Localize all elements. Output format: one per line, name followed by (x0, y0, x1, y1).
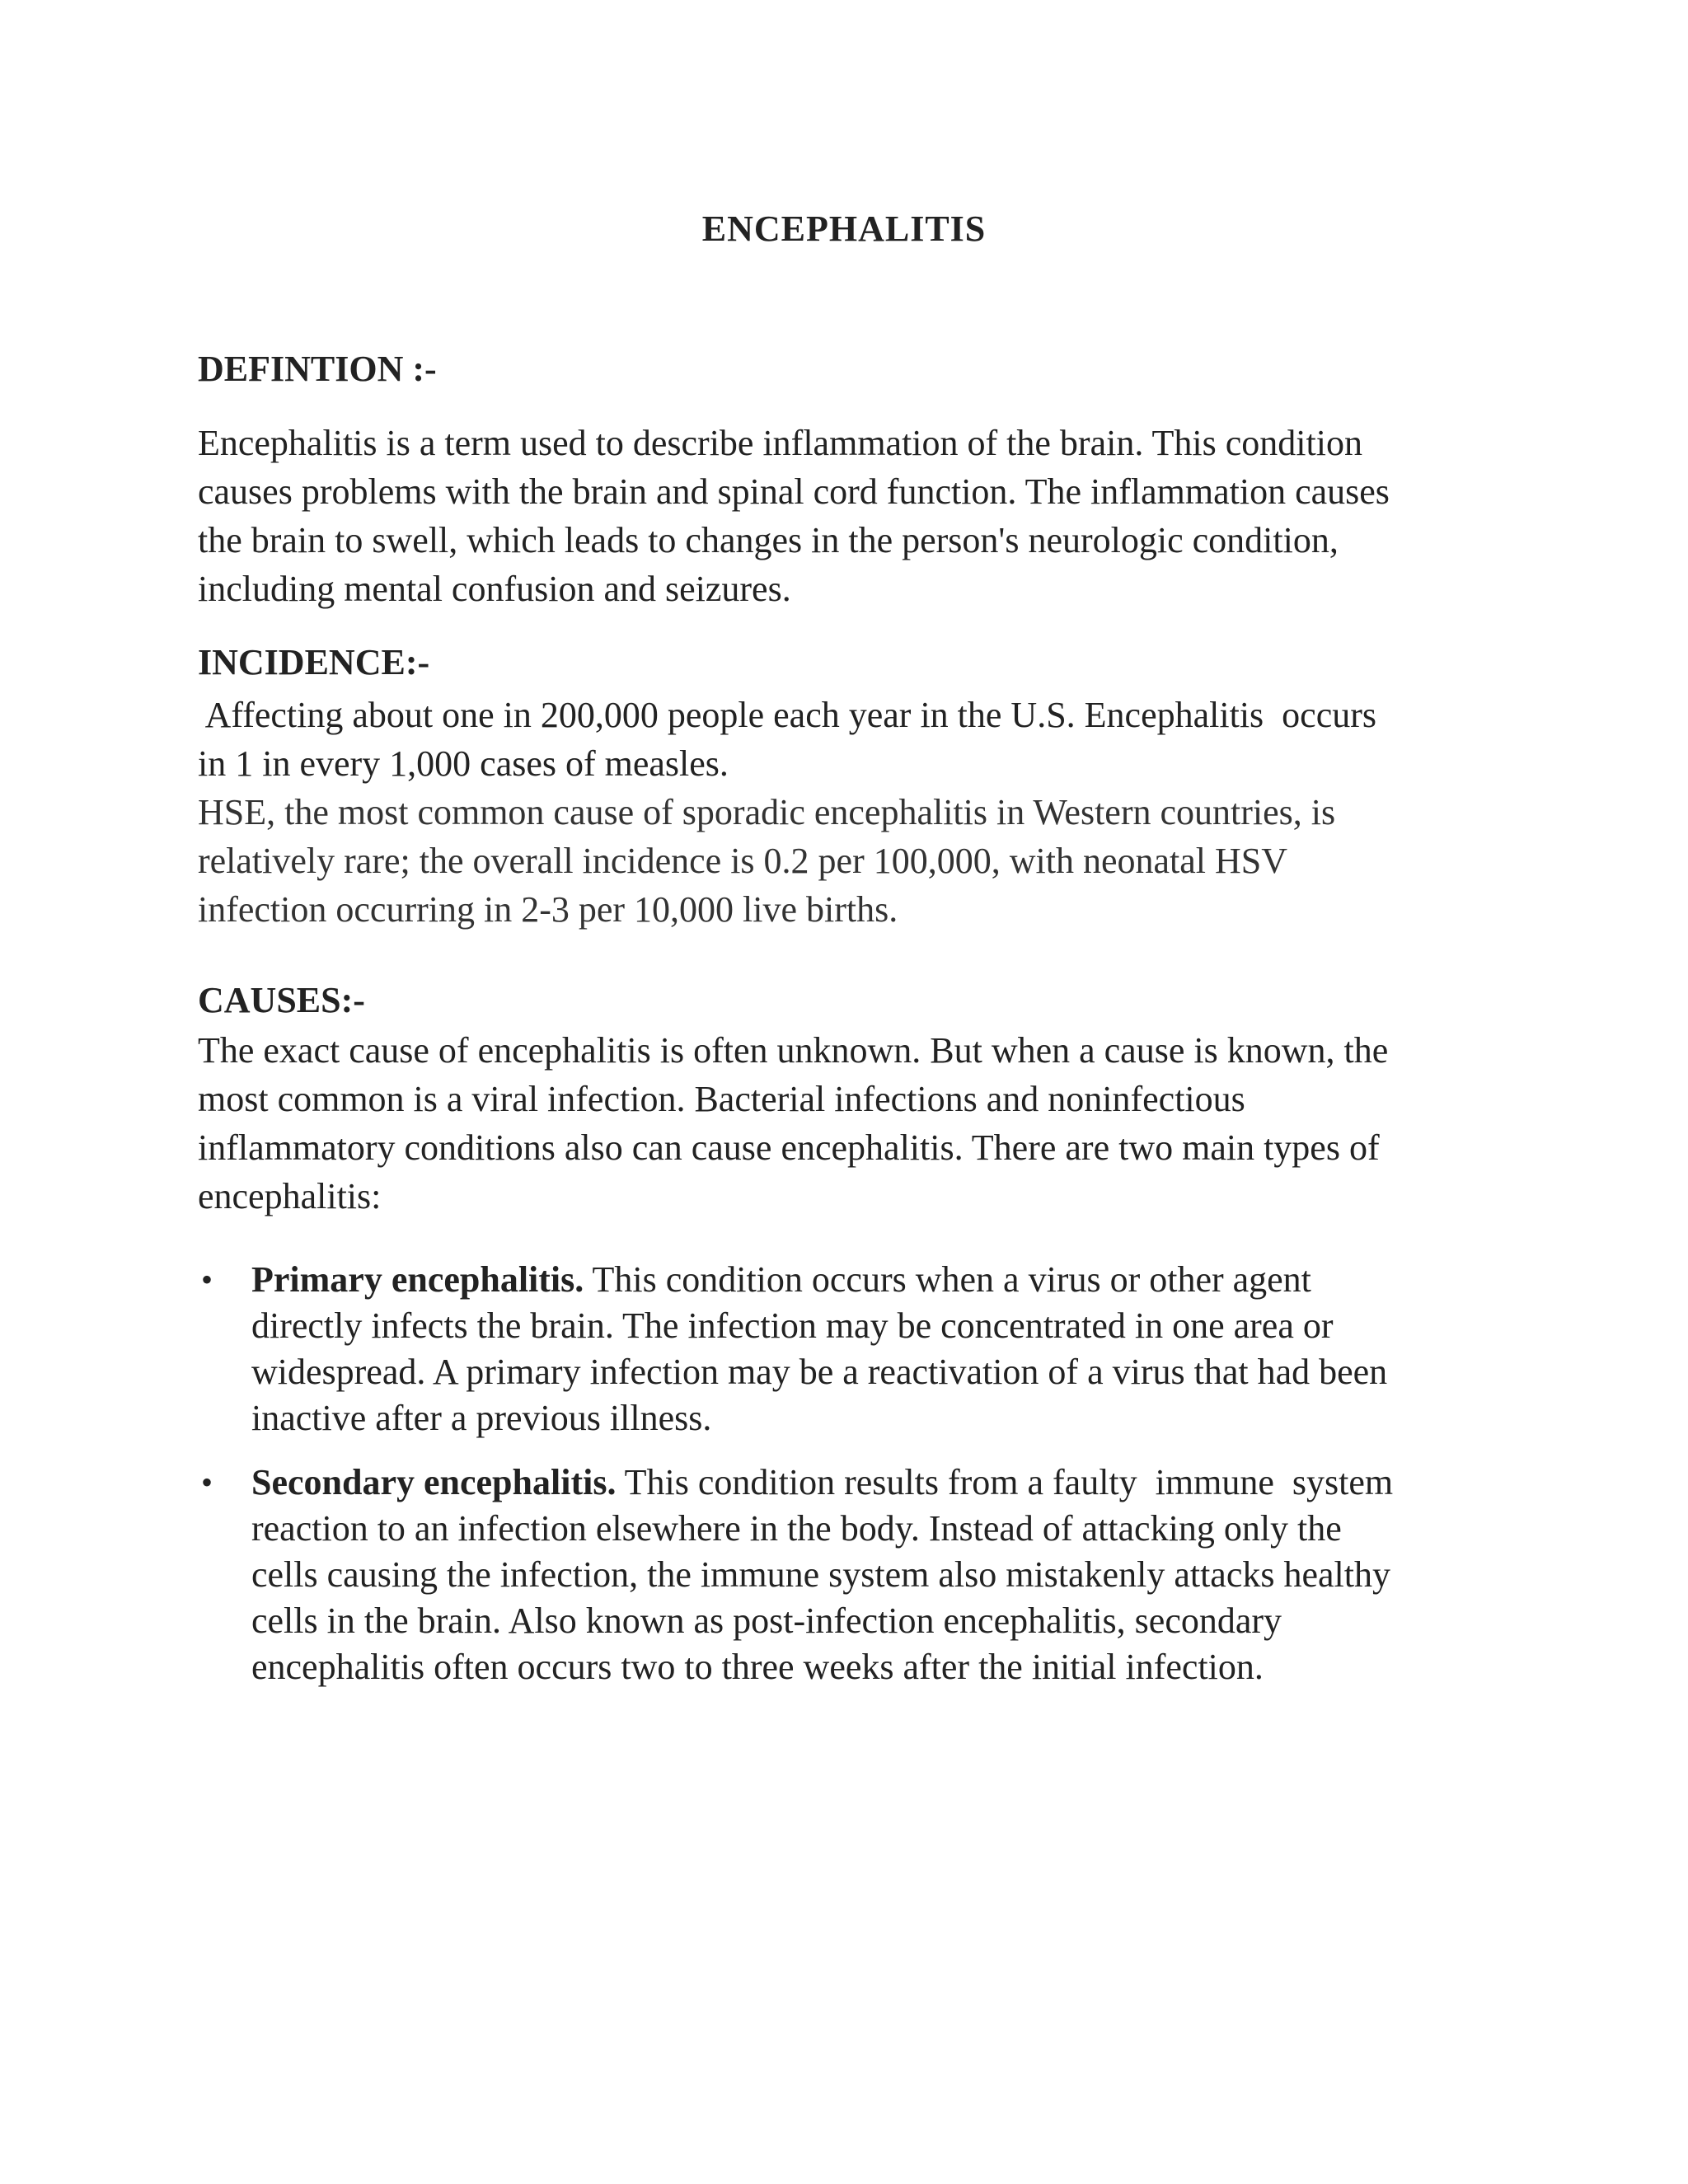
definition-paragraph (198, 419, 1484, 613)
primary-line: widespread. A primary infection may be a reactivation of a virus that had been (251, 1352, 1388, 1392)
primary-line: inactive after a previous illness. (251, 1398, 712, 1438)
secondary-first-line: This condition results from a faulty immune system (616, 1462, 1394, 1502)
encephalitis-types-list (198, 1257, 1517, 1690)
primary-line: directly infects the brain. The infection may be concentrated in one area or (251, 1305, 1334, 1346)
causes-line: encephalitis: (198, 1176, 382, 1216)
incidence-line: Affecting about one in 200,000 people each year in the U.S. Encephalitis occurs (198, 695, 1376, 735)
secondary-line: reaction to an infection elsewhere in the body. Instead of attacking only the (251, 1508, 1342, 1549)
causes-heading: CAUSES:- (198, 980, 365, 1020)
definition-line: causes problems with the brain and spinal cord function. The inflammation causes (198, 471, 1390, 512)
bullet-icon: • (201, 1261, 213, 1298)
list-item-primary (198, 1257, 1517, 1441)
hse-line: infection occurring in 2-3 per 10,000 live births. (198, 889, 898, 930)
secondary-line: cells in the brain. Also known as post-infection encephalitis, secondary (251, 1601, 1282, 1641)
definition-line: Encephalitis is a term used to describe inflammation of the brain. This condition (198, 423, 1362, 463)
secondary-term: Secondary encephalitis. (251, 1462, 617, 1502)
causes-line: inflammatory conditions also can cause encephalitis. There are two main types of (198, 1127, 1380, 1168)
causes-line: most common is a viral infection. Bacterial infections and noninfectious (198, 1079, 1245, 1119)
incidence-line: in 1 in every 1,000 cases of measles. (198, 743, 729, 784)
definition-heading: DEFINTION :- (198, 349, 437, 389)
hse-line: relatively rare; the overall incidence is 0.2 per 100,000, with neonatal HSV (198, 841, 1288, 881)
secondary-line: cells causing the infection, the immune system also mistakenly attacks healthy (251, 1554, 1390, 1595)
definition-line: the brain to swell, which leads to changes in the person's neurologic condition, (198, 520, 1339, 560)
causes-line: The exact cause of encephalitis is often unknown. But when a cause is known, the (198, 1030, 1389, 1071)
hse-line: HSE, the most common cause of sporadic encephalitis in Western countries, is (198, 792, 1336, 832)
bullet-icon: • (201, 1464, 213, 1501)
list-item-secondary (198, 1460, 1517, 1690)
secondary-line: encephalitis often occurs two to three weeks after the initial infection. (251, 1647, 1264, 1687)
causes-paragraph (198, 1026, 1484, 1221)
incidence-heading: INCIDENCE:- (198, 642, 430, 682)
primary-term: Primary encephalitis. (251, 1259, 584, 1300)
definition-line: including mental confusion and seizures. (198, 569, 791, 609)
incidence-paragraph (198, 691, 1484, 934)
primary-first-line: This condition occurs when a virus or other agent (584, 1259, 1311, 1300)
document-title: ENCEPHALITIS (701, 209, 987, 249)
